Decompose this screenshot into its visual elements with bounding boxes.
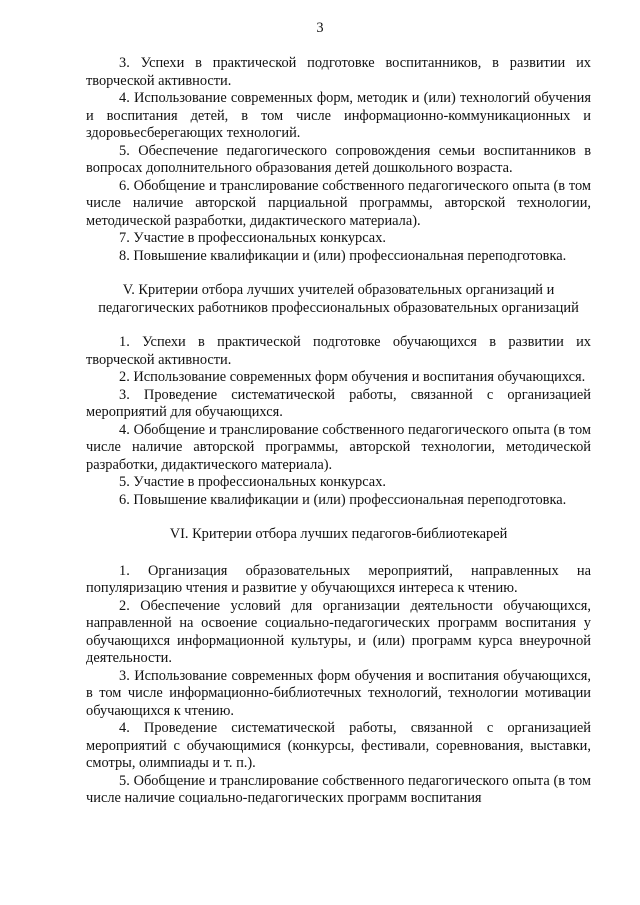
list-item: 7. Участие в профессиональных конкурсах. <box>119 230 386 246</box>
list-item: 8. Повышение квалификации и (или) профессиональная переподготовка. <box>119 247 567 264</box>
list-item: 5. Обеспечение педагогического сопровождения семьи воспитанников в вопросах дополнительного образования детей дошкольного возраста. <box>86 142 591 176</box>
list-item: 3. Успехи в практической подготовке воспитанников, в развитии их творческой активности. <box>86 55 591 89</box>
document-body <box>86 55 591 808</box>
list-item: 5. Участие в профессиональных конкурсах. <box>119 474 386 490</box>
list-item: 2. Обеспечение условий для организации деятельности обучающихся, направленной на освоение социально-педагогических программ воспитания у обучающихся информационной культуры, и (или) программ курса внеурочной деятельности. <box>86 597 591 666</box>
list-item: 6. Обобщение и транслирование собственного педагогического опыта (в том числе наличие авторской парциальной программы, авторской технологии, методической разработки, дидактического материала). <box>86 177 591 229</box>
list-item: 4. Обобщение и транслирование собственного педагогического опыта (в том числе наличие авторской программы, авторской технологии, методической разработки, дидактического материала). <box>86 421 591 473</box>
list-item: 1. Организация образовательных мероприятий, направленных на популяризацию чтения и развитие у обучающихся интереса к чтению. <box>86 562 591 596</box>
list-item: 2. Использование современных форм обучения и воспитания обучающихся. <box>119 369 586 385</box>
list-item: 3. Использование современных форм обучения и воспитания обучающихся, в том числе информационно-библиотечных технологий, технологии мотивации обучающихся к чтению. <box>86 667 591 719</box>
section-5-criteria-list <box>86 334 591 509</box>
page-number: 3 <box>316 20 324 36</box>
section-6-heading: VI. Критерии отбора лучших педагогов-библиотекарей <box>169 526 508 542</box>
list-item: 6. Повышение квалификации и (или) профессиональная переподготовка. <box>119 491 567 508</box>
list-item: 4. Использование современных форм, методик и (или) технологий обучения и воспитания детей, в том числе информационно-коммуникационных и здоровьесберегающих технологий. <box>86 90 591 141</box>
section-5-heading: V. Критерии отбора лучших учителей образовательных организаций и педагогических работников профессиональных образовательных организаций <box>98 282 579 316</box>
section-4-criteria-list <box>86 55 591 265</box>
list-item: 1. Успехи в практической подготовке обучающихся в развитии их творческой активности. <box>86 334 591 368</box>
list-item: 4. Проведение систематической работы, связанной с организацией мероприятий с обучающимися (конкурсы, фестивали, соревнования, выставки, смотры, олимпиады и т. п.). <box>86 720 591 771</box>
list-item: 3. Проведение систематической работы, связанной с организацией мероприятий для обучающихся. <box>86 386 591 420</box>
list-item: 5. Обобщение и транслирование собственного педагогического опыта (в том числе наличие социально-педагогических программ воспитания <box>86 772 591 806</box>
section-6-criteria-list <box>86 563 591 808</box>
